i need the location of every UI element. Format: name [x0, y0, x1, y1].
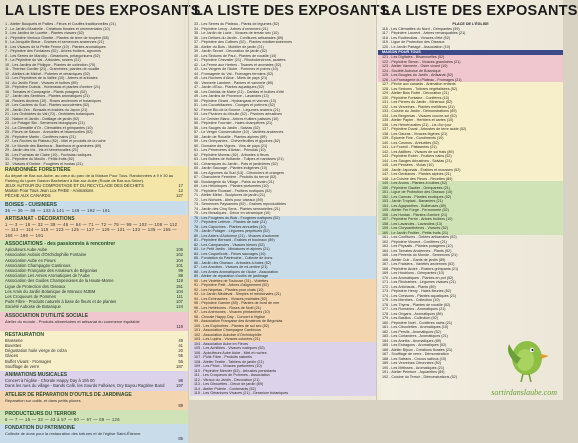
exhibitor-entry: 172 - Les Artichauts - Plants (89): [382, 284, 436, 289]
exhibitor-entry: 86 - Jardin des Oiseaux - Arbustes à baies (52): [194, 260, 272, 265]
row-stand-number: 187: [176, 363, 183, 369]
exhibitor-entry: 72 - Les Nichoirs - Abris pour oiseaux (89): [194, 197, 263, 202]
exhibitor-entry: 71 - Atelier Métal - Sculptures de jardin (21): [194, 193, 266, 197]
exhibitor-entry: 98 - Chorale Happy Day - Concert à l'église: [194, 314, 266, 319]
exhibitor-entry: 191 - Atelier Peinture - Aquarelles (89): [382, 370, 445, 374]
row-label: Soufflage de verre: [5, 363, 40, 369]
exhibitor-entry: 61 - Les Primevères d'Antan - Primulas (10): [194, 148, 266, 152]
exhibitor-entry: 47 - Jardin d'Eau - Plantes aquatiques (52): [194, 85, 264, 89]
exhibitor-entry: 53 - Les Pivoines du Moulin (52) - Pivoines arbustives: [194, 112, 282, 116]
exhibitor-entry: 57 - Le Verger Conservatoire (10) - Variétés anciennes: [194, 130, 284, 134]
exhibitor-entry: 75 - Les Mosaïques - Décor en céramique (10): [194, 211, 271, 215]
exhibitor-entry: 129 - Atelier Bois Flotté - Décoration (21): [382, 91, 449, 95]
exhibitor-entry: 80 - Les Asters d'Automne (21) - Vivaces d'automne: [194, 233, 279, 238]
section-title: ASSOCIATION D'UTILITÉ SOCIALE: [5, 312, 89, 319]
stand-numbers: 1 — 3 — 18 — 32 — 39 — 46 — 64 — 71 — 72 — 75 — 99 — 102 — 108 — 112 — 113 — 114 — 119 — 123 — 125 — 127 — 129 — 131 — 133 — 135 — 155 — 166 — 186 — 191: [5, 222, 178, 238]
exhibitor-entry: 52 - Ferme Bio de la Source - Légumes anciens (21): [194, 107, 280, 112]
exhibitor-entry: 113 - Les Girouettes - Décor de jardin (89): [194, 382, 264, 386]
exhibitor-entry: 33 - Les Serres du Plateau - Plants de légumes (52): [194, 22, 280, 26]
exhibitor-entry: 74 - Jardin des Cinq Sens - Plantes sensorielles (21): [194, 206, 281, 211]
area-bar: MAISON POUR TOUS: [378, 50, 563, 55]
exhibitor-entry: 90 - Les Violettes de Toulouse (31) - Violettes: [194, 278, 269, 283]
exhibitor-entry: 124 - Société Auboise de Botanique: [382, 68, 441, 73]
exhibitor-entry: 13 - Les Pépinières de la Vallée (10) - Arbres et arbustes: [5, 76, 98, 80]
exhibitor-entry: 83 - Le Petit Jardin - Miniatures et alpines (21): [194, 247, 270, 251]
exhibitor-entry: 38 - Atelier du Bois - Mobilier de jardin (21): [194, 44, 264, 49]
row-label: Puits Fibre - Produits naturels à base de fleurs et de plantes: [5, 299, 117, 305]
exhibitor-entry: 8 - Les Serres de Marcilly - Géraniums, pélargoniums (52): [5, 53, 100, 58]
exhibitor-entry: 173 - Pépinière Henry - Haies fleuries (52): [382, 289, 452, 293]
exhibitor-entry: 67 - Charcuterie Fermière - Produits du terroir (52): [194, 175, 277, 179]
row-stand-number: 119: [176, 323, 183, 329]
exhibitor-entry: 108 - Atelier Textile - Tabliers de jardin (21): [194, 359, 264, 364]
exhibitor-entry: 174 - Les Cressons - Plantes aquatiques (21): [382, 293, 457, 298]
exhibitor-entry: 93 - Le Jardin Médiéval - Simples et médicinales (21): [194, 292, 281, 296]
exhibitor-entry: 110 - Pépinière Mercier (52) - Arbustes persistants: [194, 368, 277, 373]
section-title: ANIMATIONS MUSICALES: [5, 372, 68, 379]
section-title: ATELIER DE RÉPARATION D'OUTILS DE JARDINAGE: [5, 391, 132, 398]
section-row: [5, 436, 183, 441]
row-stand-number: 102: [176, 252, 183, 258]
info-section: [0, 166, 188, 201]
section-title: RESTAURATION: [5, 331, 44, 338]
exhibitor-entry: 161 - Les Confitures - Gelées artisanales (52): [382, 235, 457, 239]
exhibitor-entry: 44 - Fromagerie du Val - Fromages fermiers (52): [194, 71, 274, 76]
section-title: ARTISANAT - DÉCORATIONS: [5, 216, 75, 223]
exhibitor-entry: 101 - Association Champagne Cantinous: [194, 328, 261, 332]
exhibitor-entry: 30 - Les Fuchsias de Claire (10) - Fuchsias rustiques: [5, 152, 92, 157]
exhibitor-entry: 7 - Pépinière des Fontaines (52) - Arbres fruitiers, agrumes: [5, 49, 102, 53]
exhibitor-entry: 119 - Ligue de Protection des Oiseaux: [382, 40, 445, 44]
area-header: PLACE DE L'ÉGLISE: [452, 22, 489, 26]
exhibitor-entry: 36 - Les Délices du Jardin - Confitures artisanales (89): [194, 35, 284, 40]
info-section: [0, 391, 188, 410]
info-section: [0, 312, 188, 331]
section-row: [5, 324, 183, 329]
exhibitor-entry: 29 - Jardin des Iris - Iris et hémérocalles (21): [5, 148, 79, 152]
exhibitor-entry: 190 - Les Mélisses - Aromatiques (21): [382, 365, 445, 370]
row-stand-number: 98: [178, 378, 183, 384]
exhibitor-entry: 34 - Pépinière Leroy - Arbres d'ornement (21): [194, 26, 269, 31]
exhibitor-entry: 23 - Le Potager Bio - Semences biologiques (21): [5, 121, 85, 125]
exhibitor-entry: 26 - Pépinière Martin - Conifères nains (21): [5, 134, 76, 139]
exhibitor-entry: 179 - Les Basilics - Collection (52): [382, 316, 438, 320]
exhibitor-entry: 170 - Les Aromatiques - Plantes en pot (52): [382, 275, 454, 280]
exhibitor-entry: 65 - Jardin Sauvage - Plantes indigènes (10): [194, 166, 267, 170]
row-label: Concert à l'église - Chorale Happy Day à 15h 00: [5, 378, 95, 384]
exhibitor-entry: 88 - Les Amies Aromatiques de l'Aube - Association: [194, 269, 279, 274]
exhibitor-entry: 96 - Les Hellébores - Roses de Noël (21): [194, 305, 262, 310]
exhibitor-entry: 50 - Pépinière Girard - Hydrangeas et viornes (10): [194, 98, 276, 103]
exhibitor-entry: 100 - Les Euphorbes - Plantes de sol sec (52): [194, 323, 270, 328]
exhibitor-entry: 3 - Les Jardins de Lucette - Plantes vivaces (52): [5, 31, 84, 35]
exhibitor-entry: 130 - Pépinière Fontaine - Conifères (10): [382, 95, 450, 100]
row-label: Association Champagne Cantinous: [5, 262, 71, 268]
exhibitor-entry: 69 - Les Héliotropes - Plantes parfumées (10): [194, 184, 269, 188]
exhibitor-entry: 76 - Les Fougères du Bois - Fougères rustiques (52): [194, 215, 280, 220]
info-section: [0, 410, 188, 424]
exhibitor-entry: 123 - Atelier Vannerie - Osier vivant (10): [382, 64, 448, 68]
exhibitor-band-orange: [190, 279, 376, 342]
row-stand-number: 12: [178, 188, 183, 194]
section-row: [5, 364, 183, 369]
exhibitor-entry: 81 - Pépinière Bernard - Érables et bouleaux (89): [194, 238, 275, 242]
logo-text: sortirdanslaube.com: [491, 388, 557, 397]
column-3: [376, 0, 578, 400]
exhibitor-entry: 70 - Pépinière Roussel - Fruitiers rustiques (52): [194, 188, 272, 193]
section-row: [5, 304, 183, 309]
section-row: [5, 383, 183, 388]
row-label: PÊCHE AUX CANARDS: [5, 193, 51, 199]
exhibitor-entry: 63 - Les Bulbes de Hollande - Tulipes et narcisses (21): [194, 157, 284, 161]
row-label: Association des Guides Champenoises de la Haute-Marne: [5, 278, 114, 284]
exhibitor-band-pink: [378, 55, 563, 82]
exhibitor-entry: 136 - Les Hémérocalles (21) - Lis d'un jour: [382, 122, 452, 127]
exhibitor-entry: 21 - Les Orchidées du Val (70) - Orchidées botaniques: [5, 112, 95, 116]
column-2: [188, 0, 390, 400]
exhibitor-entry: 180 - Pépinière Noël - Conifères nains (21): [382, 320, 453, 325]
exhibitor-entry: 133 - Cuisine au Jardin - Démonstrations (89): [382, 109, 457, 113]
section-row: [5, 403, 183, 408]
exhibitor-entry: 28 - Le Monde des Bambous - Bambous et graminées (89): [5, 143, 102, 148]
exhibitor-entry: 111 - Les Croqueurs de Pommes - Association: [194, 373, 270, 377]
exhibitor-entry: 31 - Pépinière du Moulin - Petits fruits (52): [5, 157, 75, 161]
row-stand-number: 85: [178, 436, 183, 442]
section-title: BOISES - CUISINIERS: [5, 201, 57, 208]
row-label: Dans les rues du village - Bands Cafè, les Sourds Falloises, Dry Bayou Ragtime Band: [5, 383, 165, 389]
exhibitor-entry: 126 - La Fromagerie du Plateau - Fromages (21): [382, 77, 462, 82]
exhibitor-entry: 10 - Les Jardins de Philippe - Plantes de collection (70): [5, 62, 96, 67]
exhibitor-entry: 115 - Les Géraniums Vivaces (21) - Geranium botaniques: [194, 391, 289, 395]
exhibitor-entry: 77 - Pépinière Lefèvre - Plantes de haie (21): [194, 220, 267, 224]
row-label: Maison Pour Tous Jean Lux PHEE - Animations: [5, 188, 94, 194]
exhibitor-entry: 66 - Les Agrumes du Sud (13) - Citronniers et orangers: [194, 170, 284, 175]
exhibitor-list: [194, 22, 372, 216]
row-stand-number: 104: [176, 288, 183, 294]
exhibitor-entry: 120 - Le Jardin Partagé - Association (10): [382, 44, 451, 49]
exhibitor-entry: 183 - Les Coriandres - Aromatiques (21): [382, 334, 448, 338]
row-stand-number: 20: [178, 348, 183, 354]
section-title: PRODUCTEURS DU TERROIR: [5, 410, 77, 417]
exhibitor-entry: 145 - Les Pensées - Violas (10): [382, 163, 434, 167]
exhibitor-entry: 163 - Les Physalis - Plantes potagères (10): [382, 244, 453, 248]
section-title: FONDATION DU PATRIMOINE: [5, 425, 75, 432]
exhibitor-entry: 149 - Les Arums - Plantes à bulbes (52): [382, 181, 447, 185]
exhibitor-entry: 160 - Le Jardin Fruitier - Petits fruits (21): [382, 230, 449, 235]
row-label: Association Les Amies Aromatiques de l'Aube: [5, 273, 90, 279]
exhibitor-entry: 188 - Les Safrans - Crocus sativus (10): [382, 356, 447, 361]
exhibitor-band-green: [378, 181, 563, 235]
row-stand-number: 111: [176, 294, 183, 300]
row-stand-number: 119: [176, 278, 183, 284]
exhibitor-entry: 178 - Les Origans - Aromatiques (89): [382, 311, 443, 316]
exhibitor-entry: 143 - Pépinière Robin - Fruitiers nains (52): [382, 154, 452, 158]
row-stand-number: 107: [176, 299, 183, 305]
row-stand-number: 151: [176, 283, 183, 289]
exhibitor-entry: 118 - Les Rudbeckias - Vivaces d'été (52): [382, 35, 451, 40]
exhibitor-entry: 142 - Les Astilbes - Vivaces de sol frais (89): [382, 149, 454, 154]
exhibitor-entry: 37 - Pépinière des Collines (52) - Plantes méditerranéennes: [194, 40, 292, 44]
exhibitor-entry: 85 - Fondation du Patrimoine - Collecte de dons: [194, 256, 273, 260]
exhibitor-entry: 95 - Pépinière Garnier (89) - Plantes de bord de mer: [194, 301, 280, 305]
exhibitor-entry: 79 - Jardin Potager - Légumes perpétuels (52): [194, 229, 270, 233]
exhibitor-entry: 94 - Les Echinacées - Vivaces prairiales (52): [194, 296, 268, 301]
row-label: Dégustation huile vierge de colza: [5, 348, 67, 354]
row-stand-number: 124: [176, 304, 183, 310]
exhibitor-entry: 20 - Jardin Zen - Bonsaïs et érables du Japon (21): [5, 107, 88, 112]
exhibitor-entry: 15 - Pépinière Dubois - Hortensias et plantes d'ombre (21): [5, 85, 101, 89]
exhibitor-entry: 12 - Ateliers de Michel - Poteries et céramiques (52): [5, 71, 90, 76]
exhibitor-entry: 51 - Les Cucurbitacées - Courges et potirons (52): [194, 103, 275, 107]
exhibitor-entry: 59 - Les Grimpantes - Chèvrefeuilles et glycines (52): [194, 139, 281, 143]
exhibitor-entry: 177 - Les Romarins - Aromatiques (21): [382, 307, 446, 311]
row-label: Les Amis du Jardin Botanique de Monaco MJBM: [5, 288, 96, 294]
exhibitor-entry: 106 - Apiculteurs Aube Aube - Miel et ruches: [194, 350, 267, 355]
exhibitor-entry: 157 - Pépinière Perrin - Arbres fruitiers (10): [382, 217, 453, 221]
exhibitor-entry: 187 - Soufflage de verre - Démonstration: [382, 352, 449, 356]
exhibitor-entry: 1 - Atelier Bouquets et Pailles - Fleurs et Couffes traditionnelles (21): [5, 22, 116, 26]
exhibitor-entry: 45 - Les Ruchers d'Alice - Miels de pays (21): [194, 76, 268, 80]
exhibitor-entry: 152 - Les Cannas - Plantes exotiques (52): [382, 194, 452, 199]
row-stand-number: 104: [176, 257, 183, 263]
exhibitor-entry: 41 - Pépinière Chevalier (21) - Rhododendrons, azalées: [194, 58, 286, 62]
page-title: LA LISTE DES EXPOSANTS: [382, 3, 578, 19]
exhibitor-entry: 154 - Les Agapanthes - Bulbeuses (89): [382, 203, 446, 208]
exhibitor-entry: 60 - Domaine des Vignes - Vins de pays (21): [194, 143, 268, 148]
exhibitor-entry: 132 - Les Verveines - Plantes mellifères (21): [382, 104, 455, 109]
exhibitor-entry: 22 - Nature et Jardin - Outillage de jardin (52): [5, 116, 80, 121]
section-row: [5, 193, 183, 198]
exhibitor-entry: 105 - Les Achillées - Vivaces rustiques (52): [194, 346, 265, 350]
row-stand-number: 49: [178, 337, 183, 343]
exhibitor-entry: 122 - Pépinière Simon - Vivaces graminées (21): [382, 59, 461, 64]
row-label: Brasserie: [5, 337, 23, 343]
row-stand-number: 127: [176, 193, 183, 199]
exhibitor-entry: 134 - Les Bergenias - Vivaces couvre-sol (52): [382, 113, 457, 118]
info-section: [0, 215, 188, 240]
row-label: Ligue de Protection des Oiseaux: [5, 283, 66, 289]
exhibitor-entry: 64 - Céramiques du Jardin - Pots et jardinières (52): [194, 161, 278, 166]
row-label: Glaces: [5, 353, 19, 359]
row-stand-number: 99: [178, 268, 183, 274]
exhibitor-band-blue: [190, 216, 376, 279]
exhibitor-entry: 114 - Atelier Poterie - Contenants (52): [194, 386, 256, 391]
row-label: Association Aubois d'Orchidophilie Fontaine: [5, 252, 87, 258]
exhibitor-entry: 73 - Semences Paysannes (52) - Graines reproductibles: [194, 202, 287, 206]
exhibitor-entry: 176 - Les Thyms - Plantes de rocaille (52): [382, 302, 451, 307]
exhibitor-entry: 184 - Les Aneths - Aromatiques (89): [382, 338, 442, 343]
stand-numbers: 35 — 36 — 38 — 133 à 141 — 148 — 192 — 161: [5, 207, 111, 213]
exhibitor-entry: 138 - Les Gauras - Vivaces légères (21): [382, 131, 448, 136]
exhibitor-entry: 166 - Atelier Cuir - Gants de jardin (89): [382, 257, 446, 262]
exhibitor-entry: 102 - Association Auboise d'Orchidophilie: [194, 332, 262, 337]
exhibitor-entry: 151 - Ligue de Protection des Oiseaux (10): [382, 190, 453, 194]
exhibitor-entry: 140 - Les Cosmos - Annuelles (52): [382, 140, 439, 145]
exhibitor-entry: 109 - Les Phlox - Vivaces parfumées (10): [194, 364, 262, 368]
exhibitor-entry: 46 - Vannerie Lambert - Paniers et vannerie (89): [194, 80, 274, 85]
exhibitor-entry: 97 - Les Anémones - Vivaces printanières (10): [194, 310, 270, 314]
exhibitor-list: [5, 22, 183, 166]
exhibitor-entry: 14 - Au Jardin Fleuri - Vivaces et bulbes (89): [5, 80, 78, 85]
exhibitor-entry: 189 - Les Verveines Citronnées (52): [382, 361, 442, 365]
exhibitor-entry: 91 - Pépinière Petit - Arbres d'alignement (52): [194, 283, 269, 287]
exhibitor-entry: 16 - Tomates et Compagnie - Plants potagers (52): [5, 89, 87, 94]
bird-logo-icon: [495, 324, 555, 394]
row-stand-number: 106: [176, 247, 183, 253]
exhibitor-entry: 159 - Les Chrysanthèmes - Vivaces (52): [382, 226, 448, 230]
exhibitor-entry: 144 - Les Sauges Arbustives - Salvias (21): [382, 158, 452, 163]
exhibitor-entry: 186 - Atelier Bijoux - Créations florales (21): [382, 347, 453, 352]
row-label: Association Aube en Fleurs: [5, 257, 56, 263]
exhibitor-entry: 165 - Les Piments du Monde - Semences (21): [382, 253, 458, 257]
exhibitor-entry: 19 - Les Cactées du Sud - Plantes succulentes (52): [5, 103, 90, 107]
exhibitor-entry: 32 - Vivaces d'Ombre - Fougères et hostas (21): [5, 161, 83, 166]
exhibitor-entry: 27 - Les Ruches du Plateau (52) - Miel et produits de la ruche: [5, 139, 106, 143]
exhibitor-entry: 103 - Les Lupins - Vivaces colorées (21): [194, 337, 260, 341]
exhibitor-entry: 17 - Jardin des Senteurs - Plantes aromatiques (21): [5, 94, 90, 98]
exhibitor-entry: 4 - Pépinière Ventoux Ginette - Plantes de terre de bruyère (58): [5, 35, 109, 40]
exhibitor-entry: 153 - Jardin Tropical - Bananiers (21): [382, 199, 443, 203]
exhibitor-entry: 42 - La Ferme aux Herbes - Tisanes et aromates (52): [194, 62, 282, 67]
exhibitor-entry: 54 - Le Cerisier Blanc - Arbres fruitiers palissés (10): [194, 116, 279, 121]
exhibitor-entry: 6 - Les Vivaces de la Petite Ferme (10) - Plantes aromatiques: [5, 44, 106, 49]
exhibitor-entry: 171 - Les Rhubarbes - Légumes vivaces (21): [382, 280, 456, 284]
row-label: Association Française des Amateurs de Bégonias: [5, 268, 98, 274]
row-label: Les Croqueurs de Pommes: [5, 294, 56, 300]
exhibitor-entry: 56 - Les Sauges du Jardin - Salvias (52): [194, 125, 260, 130]
exhibitor-entry: 48 - Les Dahlias de Marie (21) - Dahlias et bulbes d'été: [194, 89, 285, 94]
section-text: Réparation sur outils, et dans petits pliures: [5, 397, 81, 403]
row-stand-number: 89: [178, 402, 183, 408]
exhibitor-entry: 9 - La Pépinière du Val - Arbustes, rosiers (21): [5, 58, 81, 62]
exhibitor-entry: 141 - Le Fournil - Pâtisseries (21): [382, 145, 437, 149]
exhibitor-entry: 58 - Jardin de Rocaille - Plantes alpines (89): [194, 134, 267, 139]
exhibitor-entry: 18 - Rosiers Anciens (10) - Roses anciennes et botaniques: [5, 98, 102, 103]
exhibitor-entry: 92 - Les Nepetas - Plantes pour chats (10): [194, 287, 264, 292]
exhibitor-list: [382, 27, 559, 50]
exhibitor-entry: 169 - Les Houblons - Grimpantes (10): [382, 271, 444, 275]
exhibitor-entry: 24 - La Clématite d'Or - Clématites et grimpantes (10): [5, 125, 93, 130]
exhibitor-entry: 99 - Association Française des Amateurs de Bégonias: [194, 319, 283, 323]
exhibitor-band-cream: [378, 82, 563, 181]
info-section: [0, 201, 188, 215]
info-section: [0, 371, 188, 390]
exhibitor-entry: 39 - Jardin Secret - Décoration de jardin (52): [194, 49, 267, 53]
exhibitor-entry: 89 - Atelier de réparation d'outils de jardinage: [194, 274, 269, 278]
exhibitor-entry: 182 - Les Persils - Aromatiques (52): [382, 329, 441, 334]
row-label: Buffet Vivant - Fromages: [5, 358, 52, 364]
exhibitor-entry: 112 - Vitraux du Jardin - Décoration (21): [194, 377, 260, 382]
column-1: [0, 0, 201, 442]
exhibitor-entry: 121 - Les Digitales - Bisannuelles (52): [382, 55, 445, 59]
row-stand-number: 55: [178, 358, 183, 364]
row-stand-number: 55: [178, 353, 183, 359]
section-text: Atelier du monde - Produits alimentaires et artisanat du commerce équitable: [5, 318, 140, 324]
exhibitor-entry: 148 - La Cuisine des Fleurs - Recettes (89): [382, 176, 453, 181]
page-title: LA LISTE DES EXPOSANTS: [194, 3, 390, 19]
row-label: Buvettes: [5, 343, 22, 349]
exhibitor-entry: 128 - Les Sedums - Toitures végétalisées (52): [382, 86, 458, 91]
info-section: [0, 331, 188, 371]
row-stand-number: 41: [178, 343, 183, 349]
exhibitor-entry: 135 - Atelier Papier - Herbiers et cartes (10): [382, 118, 454, 122]
exhibitor-entry: 155 - Atelier Fer Forgé - Ferronnerie (52): [382, 208, 449, 212]
exhibitor-entry: 131 - Les Pierres du Jardin - Minéraux (52): [382, 100, 453, 104]
row-stand-number: 17: [178, 183, 183, 188]
exhibitor-entry: 158 - Les Lavandes - Lavandins (13): [382, 221, 443, 226]
info-section: [0, 424, 188, 443]
exhibitor-entry: 82 - Les Campanules - Vivaces bleues (52): [194, 242, 265, 247]
exhibitor-entry: 116 - Les Clématites du Nord - Grimpantes (59): [382, 26, 460, 31]
section-text: Au départ de Bar-sur-Aube, au cœur du parc de la Maison Pour Tous. Randonnées à 9 h 30 au Parking du Lycée Gaston Bachelard à Bar-sur-Aube (Route de Bar-sur-Seine).: [5, 173, 174, 183]
exhibitor-entry: 49 - Les Jardins de Provence - Lavandes (13): [194, 94, 269, 98]
exhibitor-entry: 84 - Les Coquelicots - Fleurs sauvages (10): [194, 251, 266, 256]
exhibitor-entry: 137 - Pépinière Duval - Arbustes de terre acide (52): [382, 127, 467, 131]
row-label: Société Auboise de Botanique: [5, 304, 61, 310]
exhibitor-band-lilac: [190, 342, 376, 396]
exhibitor-entry: 146 - Jardin Japonais - Érables et mousses (52): [382, 167, 461, 172]
exhibitor-entry: 164 - Les Tomates Anciennes - Plants (52): [382, 248, 452, 253]
exhibitor-entry: 181 - Les Ciboulettes - Aromatiques (10): [382, 325, 449, 329]
exhibitor-entry: 35 - Le Jardin de Lucie - Vivaces de terrain sec (10): [194, 31, 279, 35]
exhibitor-entry: 87 - Les Ancolies - Vivaces de mi-ombre (21): [194, 265, 268, 269]
row-stand-number: 88: [178, 273, 183, 279]
exhibitor-entry: 168 - Pépinière André - Rosiers grimpants (21): [382, 266, 459, 271]
section-text: Collecte de dons pour la restauration des toitures et de l'église Saint-Étienne: [5, 431, 141, 437]
page-title: LA LISTE DES EXPOSANTS: [5, 3, 201, 19]
exhibitor-entry: 185 - Les Estragons - Aromatiques (52): [382, 343, 447, 347]
info-section: [0, 240, 188, 311]
exhibitor-entry: 78 - Les Capucines - Plantes annuelles (10): [194, 224, 266, 229]
exhibitor-entry: 107 - Puits Fibre - Produits naturels: [194, 355, 253, 359]
row-label: Apiculteurs Aube Aube: [5, 247, 48, 253]
exhibitor-entry: 5 - La Jonquille Bleue - Graines et semences anciennes (21): [5, 40, 105, 44]
exhibitor-entry: 139 - Épicerie Fine - Condiments (10): [382, 136, 444, 140]
exhibitor-entry: 147 - Les Gentianes - Plantes alpines (21): [382, 172, 452, 176]
exhibitor-entry: 55 - Pépinière Fournier - Haies champêtres (21): [194, 121, 273, 125]
exhibitor-entry: 175 - Les Menthes - Collection (10): [382, 298, 440, 302]
exhibitor-entry: 62 - Pépinière Moreau (52) - Arbustes à fleurs: [194, 152, 269, 157]
exhibitor-entry: 25 - Fleurs de Saison - Annuelles et bisannuelles (52): [5, 130, 93, 134]
section-title: ASSOCIATIONS - des passionnés à rencontrer: [5, 241, 116, 248]
exhibitor-entry: 192 - Cuisine du Terroir - Démonstrations (52): [382, 374, 457, 379]
stand-numbers: 6 — 7 — 15 — 33 — 43 à 57 — 60 — 67 — 68 — 126: [5, 416, 120, 422]
exhibitor-entry: 104 - Association Aube en Fleurs: [194, 341, 248, 346]
exhibitor-entry: 2 - Le Jardin d'Arabelle - Créations florales et ornementales (10): [5, 26, 110, 31]
row-stand-number: 101: [176, 262, 183, 268]
exhibitor-entry: 167 - Les Fraisiers - Variétés anciennes (52): [382, 262, 455, 266]
row-stand-number: 197: [176, 383, 183, 389]
exhibitor-entry: 125 - Les Bougies du Jardin - Artisanat (52): [382, 73, 454, 77]
exhibitor-entry: 150 - Pépinière Gautier - Grimpantes (21): [382, 185, 451, 190]
exhibitor-entry: 40 - Les Sédums de Paul - Plantes de rocaille (10): [194, 53, 277, 58]
exhibitor-entry: 43 - Les Vergers de l'Aube - Pommes et poires (10): [194, 67, 278, 71]
exhibitor-entry: 11 - Thérèse Cordier (21) - Graminées, plantes de rocaille: [5, 67, 100, 71]
section-title: RANDONNÉE FORESTIÈRE: [5, 167, 71, 173]
exhibitor-entry: 68 - Boulangerie du Village - Pains au levain (21): [194, 179, 275, 184]
exhibitor-entry: 117 - Pépinière Laurent - Arbres remarquables (21): [382, 31, 466, 35]
exhibitor-entry: 156 - Les Hostas - Plantes d'ombre (21): [382, 212, 448, 217]
exhibitor-entry: 127 - Pêche aux canards - Animation enfants: [382, 82, 456, 86]
exhibitor-entry: 162 - Pépinière Vincent - Conifères (21): [382, 239, 447, 244]
row-label: JEUX AUTOUR DU COMPOSTAGE ET DU RECYCLAGE DES DÉCHETS: [5, 183, 144, 188]
section-list: [5, 166, 183, 443]
